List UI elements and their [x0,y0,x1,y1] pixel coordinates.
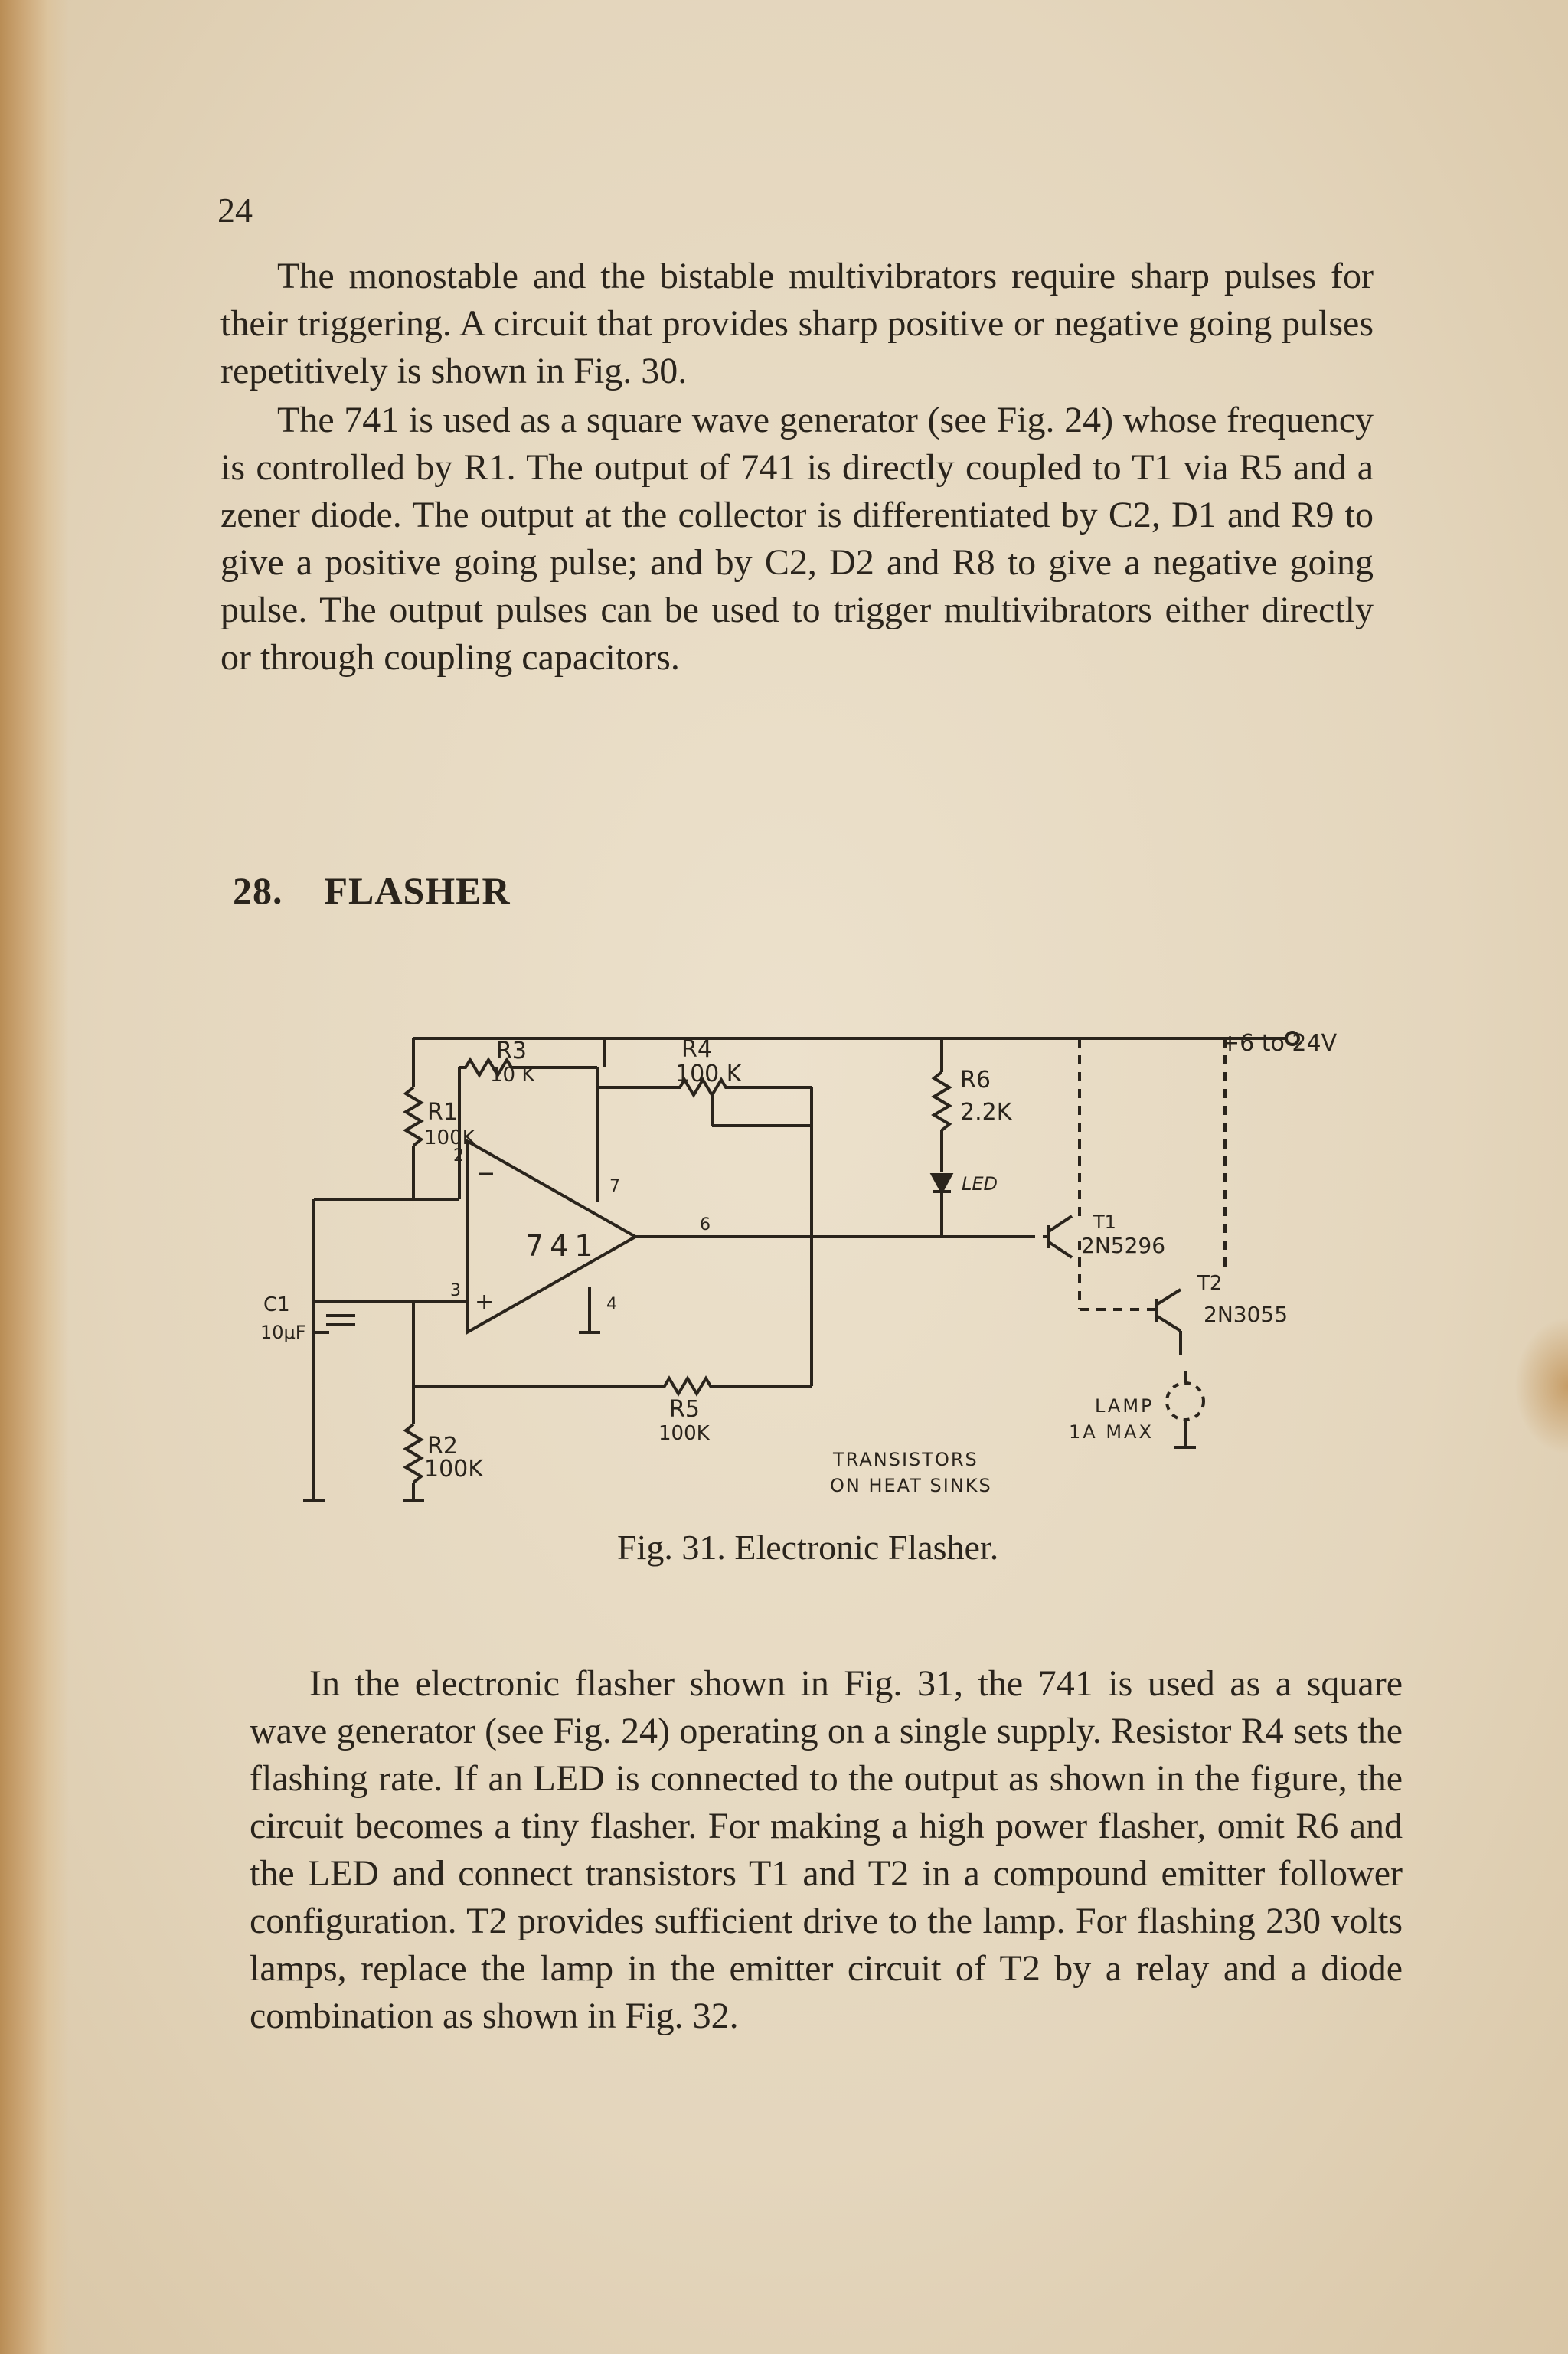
label-heatsink-line2: ON HEAT SINKS [830,1475,992,1496]
circuit-diagram [253,1011,1370,1516]
label-supply: +6 to 24V [1220,1030,1338,1057]
label-pin6: 6 [700,1215,710,1234]
label-t1: T1 [1093,1211,1116,1233]
label-c1-value: 10μF [260,1322,306,1343]
label-pin2: 2 [453,1146,464,1166]
section-heading [233,868,511,913]
label-t2: T2 [1197,1272,1223,1295]
label-r6-value: 2.2K [960,1099,1012,1126]
label-c1: C1 [263,1293,290,1316]
label-lamp: LAMP [1095,1395,1155,1417]
paragraph-intro: The monostable and the bistable multivibrators require sharp pulses for their triggering. A circuit that provides sharp positive or negative going pulses repetitively is shown in Fig. 30. [220,256,1374,391]
paragraph-flasher-description: In the electronic flasher shown in Fig. 31, the 741 is used as a square wave generator (see Fig. 24) operating on a single supply. Resistor R4 sets the flashing rate. If an LED is connected to the output as shown in the figure, the circuit becomes a tiny flasher. For making a high power flasher, omit R6 and the LED and connect transistors T1 and T2 in a compound emitter follower configuration. T2 provides sufficient drive to the lamp. For flashing 230 volts lamps, replace the lamp in the emitter circuit of T2 by a relay and a diode combination as shown in Fig. 32. [250,1663,1403,2036]
section-title: FLASHER [324,869,511,912]
label-r3-value: 10 K [490,1064,535,1087]
label-pin4: 4 [606,1295,617,1314]
label-pin3: 3 [450,1281,461,1300]
label-r5-value: 100K [658,1422,710,1445]
label-minus: − [476,1160,496,1187]
label-heatsink-line1: TRANSISTORS [833,1449,978,1470]
label-r6: R6 [960,1067,991,1094]
label-r2-value: 100K [424,1456,483,1483]
label-r4-value: 100 K [675,1061,742,1087]
label-pin7: 7 [609,1177,620,1196]
label-plus: + [475,1289,495,1316]
label-r2: R2 [427,1433,458,1460]
label-r4: R4 [681,1036,712,1063]
page-spine-shadow [0,0,69,2354]
page-number: 24 [217,191,253,230]
paragraph-741-generator: The 741 is used as a square wave generator (see Fig. 24) whose frequency is controlled by R1. The output of 741 is directly coupled to T1 via R5 and a zener diode. The output at the collector is differentiated by C2, D1 and R9 to give a positive going pulse; and by C2, D2 and R8 to give a negative going pulse. The output pulses can be used to trigger multivibrators either directly or through coupling capacitors. [220,400,1374,678]
circuit-labels [260,1030,1338,1496]
page-stain [1514,1317,1568,1455]
label-t2-part: 2N3055 [1204,1302,1289,1327]
label-led: LED [962,1173,998,1195]
figure-caption: Fig. 31. Electronic Flasher. [617,1528,999,1567]
label-r1: R1 [427,1099,458,1126]
label-r3: R3 [496,1038,527,1064]
section-number: 28. [233,869,283,912]
label-t1-part: 2N5296 [1081,1233,1166,1258]
label-opamp: 741 [525,1229,599,1263]
flasher-schematic [253,1011,1370,1516]
label-r1-value: 100K [424,1126,475,1149]
label-lamp-max: 1A MAX [1069,1421,1154,1443]
label-r5: R5 [669,1396,700,1423]
